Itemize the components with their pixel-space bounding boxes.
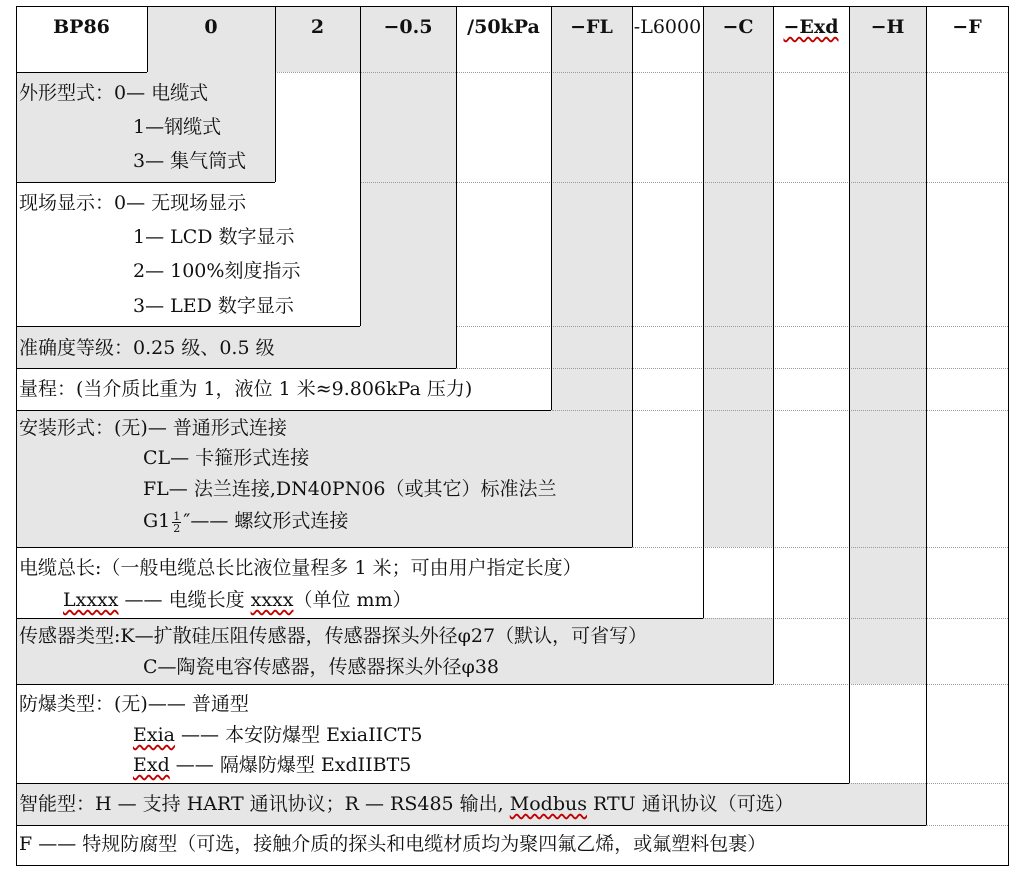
display-option: 3— LED 数字显示	[133, 295, 294, 317]
install-label: 安装形式：(无)— 普通形式连接	[19, 417, 287, 439]
code-sensor: −C	[722, 16, 754, 38]
install-option: FL— 法兰连接,DN40PN06（或其它）标准法兰	[143, 478, 557, 500]
install-option: CL— 卡箍形式连接	[143, 447, 310, 469]
code-shape: 0	[204, 16, 218, 38]
cable-option: Lxxxx —— 电缆长度 xxxx（单位 mm）	[63, 589, 412, 611]
code-explosion: −Exd	[783, 16, 839, 38]
col-shade-c	[703, 6, 773, 547]
code-anticorrosion: −F	[952, 16, 982, 38]
sensor-option: C—陶瓷电容传感器，传感器探头外径φ38	[143, 656, 500, 678]
shape-label: 外形型式：0— 电缆式	[19, 82, 209, 104]
code-cable: -L6000	[633, 16, 702, 38]
fraction-one-half: $\frac{1}{2}$	[173, 509, 181, 535]
code-accuracy: −0.5	[383, 16, 433, 38]
shape-option: 3— 集气筒式	[133, 150, 247, 172]
cable-label: 电缆总长:（一般电缆总长比液位量程多 1 米；可由用户指定长度）	[19, 557, 582, 579]
install-option-thread: G1 $\frac{1}{2}$ ″—— 螺纹形式连接	[143, 509, 349, 535]
display-option: 2— 100%刻度指示	[133, 260, 301, 282]
col-shade-h	[849, 6, 926, 684]
explosion-label: 防爆类型：(无)—— 普通型	[19, 693, 249, 715]
accuracy-label: 准确度等级：0.25 级、0.5 级	[19, 337, 275, 359]
code-display: 2	[310, 16, 325, 38]
code-smart: −H	[870, 16, 905, 38]
col-shade-fl	[552, 6, 632, 410]
shape-option: 1—钢缆式	[133, 116, 222, 138]
display-option: 1— LCD 数字显示	[133, 226, 295, 248]
smart-label: 智能型：H — 支持 HART 通讯协议；R — RS485 输出, Modbus RTU 通讯协议（可选）	[19, 793, 794, 815]
code-model: BP86	[53, 16, 110, 38]
range-label: 量程：(当介质比重为 1，液位 1 米≈9.806kPa 压力)	[19, 378, 473, 400]
explosion-option: Exd —— 隔爆防爆型 ExdIIBT5	[133, 754, 412, 776]
display-label: 现场显示：0— 无现场显示	[19, 192, 247, 214]
code-range: /50kPa	[467, 16, 540, 38]
sensor-label: 传感器类型:K—扩散硅压阻传感器，传感器探头外径φ27（默认，可省写）	[19, 625, 648, 647]
col-shade-05	[361, 177, 456, 326]
code-install: −FL	[570, 16, 613, 38]
anticorrosion-label: F —— 特规防腐型（可选，接触介质的探头和电缆材质均为聚四氟乙烯，或氟塑料包裹）	[19, 833, 767, 855]
explosion-option: Exia —— 本安防爆型 ExiaIICT5	[133, 724, 423, 746]
